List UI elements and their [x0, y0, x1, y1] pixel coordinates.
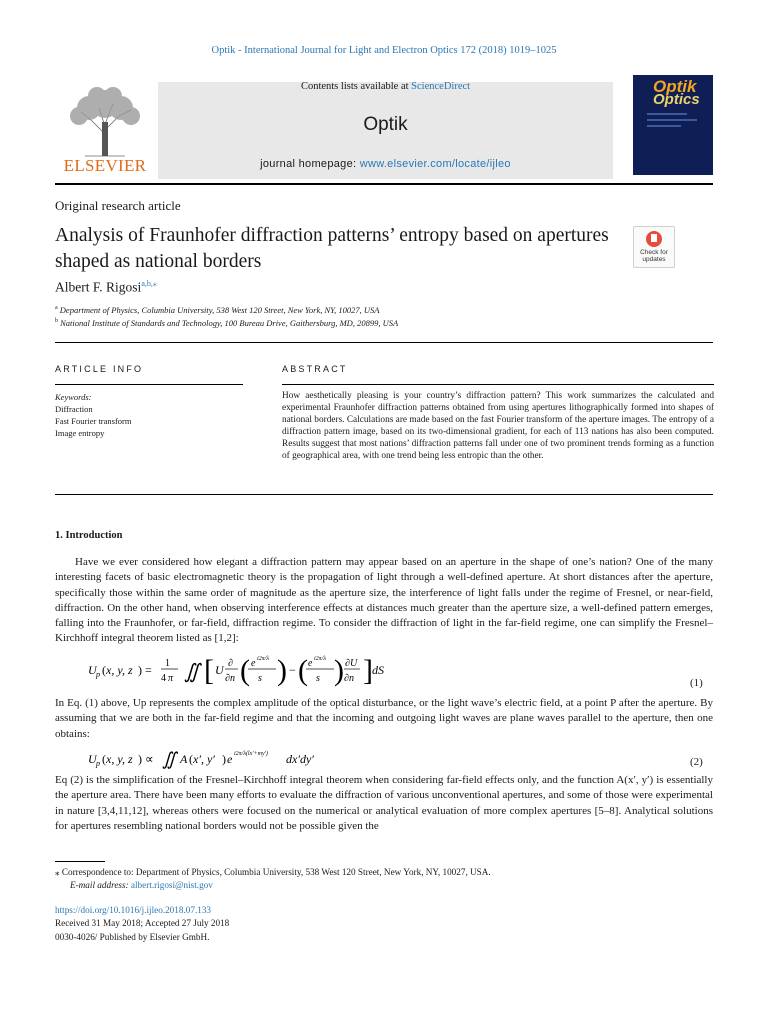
- keywords-label: Keywords:: [55, 392, 92, 402]
- affiliation-a: [55, 305, 379, 315]
- svg-text:∂U: ∂U: [345, 658, 358, 669]
- abstract-heading: ABSTRACT: [282, 364, 348, 374]
- affiliation-text: National Institute of Standards and Technology, 100 Bureau Drive, Gaithersburg, MD, 20899, USA: [60, 318, 399, 328]
- svg-text:(: (: [298, 654, 308, 687]
- homepage-link[interactable]: www.elsevier.com/locate/ijleo: [359, 158, 511, 170]
- svg-text:4: 4: [161, 673, 166, 684]
- received-dates: Received 31 May 2018; Accepted 27 July 2018: [55, 918, 230, 929]
- svg-text:(: (: [189, 752, 193, 766]
- affiliation-mark: a: [55, 305, 58, 312]
- author-name: Albert F. Rigosi: [55, 279, 142, 295]
- svg-text:∂: ∂: [228, 658, 233, 669]
- article-type: Original research article: [55, 198, 181, 213]
- svg-text:) =: ) =: [138, 663, 152, 677]
- journal-name: Optik: [363, 114, 408, 135]
- svg-text:π: π: [168, 673, 174, 684]
- email-label: E-mail address:: [70, 880, 129, 890]
- keyword-item: Diffraction: [55, 404, 93, 414]
- contents-line: [158, 81, 613, 92]
- publication-info: [55, 904, 229, 944]
- svg-text:p: p: [96, 759, 100, 768]
- svg-text:x, y, z: x, y, z: [106, 752, 133, 766]
- svg-text:i2π/λ(lx′+my′): i2π/λ(lx′+my′): [234, 751, 268, 757]
- svg-text:s: s: [316, 673, 320, 684]
- equation-1: [88, 650, 388, 690]
- affiliation-mark: b: [55, 318, 58, 325]
- svg-text:∂n: ∂n: [344, 673, 354, 684]
- svg-text:e: e: [251, 658, 256, 669]
- keyword-item: Fast Fourier transform: [55, 416, 132, 426]
- intro-paragraph-2: In Eq. (1) above, Up represents the complex amplitude of the optical disturbance, or the light wave’s electric field, at a point P after the aperture. By assuming that we are both in the far-field regime and that the incoming and outgoing light waves are plane waves parallel to the aperture, then one obtains:: [55, 697, 713, 740]
- intro-paragraph-3: Eq (2) is the simplification of the Fresnel–Kirchhoff integral theorem when considering far-field effects only, and the function A(x′, y′) is essentially the aperture area. There have been many efforts to evaluate the diffraction of various unconventional apertures, and some of those were experimental in nature [3,4,11,12], whereas others were focused on the numerical or analytical evaluation of more complex apertures [5–8]. Analytical solutions for apertures resembling national borders would not be possible given the: [55, 774, 713, 832]
- journal-homepage: [158, 158, 613, 170]
- svg-text:p: p: [96, 670, 100, 679]
- svg-text:]: ]: [363, 654, 373, 687]
- author-affiliation-marks[interactable]: a,b,⁎: [141, 279, 157, 288]
- author-line: [55, 279, 157, 296]
- svg-text:): ): [277, 654, 287, 687]
- svg-text:U: U: [88, 752, 97, 766]
- email-line: [70, 879, 213, 892]
- svg-text:∬: ∬: [162, 749, 177, 769]
- check-for-updates-label: Check for updates: [640, 249, 668, 263]
- cover-title-optics: Optics: [653, 91, 700, 108]
- sciencedirect-link[interactable]: ScienceDirect: [411, 81, 471, 92]
- abstract-text: How aesthetically pleasing is your country’s diffraction pattern? This work summarizes the calculated and experimental Fraunhofer diffraction patterns obtained from using apertures lithographically formed into shapes of national borders. Calculations are made based on the fast Fourier transform of the aperture images. The entropy of a diffraction pattern image, based on its two-dimensional gradient, for each of 113 nations has also been computed. Results suggest that most nations’ diffraction patterns fall under one of two prominent trends forming as a function of geographical area, with one trend being less entropic than the other.: [282, 391, 714, 462]
- svg-text:dS: dS: [372, 663, 384, 677]
- svg-text:e: e: [227, 752, 233, 766]
- equation-2-number: (2): [690, 756, 703, 768]
- contents-prefix: Contents lists available at: [300, 81, 412, 92]
- svg-text:dx′dy′: dx′dy′: [286, 752, 314, 766]
- issn-line: 0030-4026/ Published by Elsevier GmbH.: [55, 931, 210, 942]
- intro-paragraph-1: Have we ever considered how elegant a diffraction pattern may appear based on an aperture in the shape of one’s nation? One of the many interesting facets of basic electromagnetic theory is the propagation of light through a well-defined aperture. At short distances after the aperture, specifically those within the same order of magnitude as the aperture size, the interference of light falls under the regime of Fresnel, or near-field, diffraction. On the other hand, when observing interference effects at distances much greater than the aperture size, a well-defined pattern emerges, falling into the Fraunhofer, or far-field, diffraction regime. To consider the diffraction of light in the far-field regime, one can simplify the Fresnel–Kirchhoff integral theorem listed as [1,2]:: [55, 556, 713, 645]
- article-info-heading: ARTICLE INFO: [55, 364, 144, 374]
- svg-text:(: (: [102, 752, 106, 766]
- keyword-item: Image entropy: [55, 428, 105, 438]
- equation-1-number: (1): [690, 677, 703, 689]
- journal-cover-image: [633, 75, 713, 175]
- svg-text:i2π/λ: i2π/λ: [314, 656, 326, 662]
- svg-text:) ∝: ) ∝: [138, 752, 154, 766]
- svg-text:(: (: [102, 663, 106, 677]
- section-heading: 1. Introduction: [55, 530, 123, 541]
- svg-text:): ): [334, 654, 344, 687]
- svg-text:i2π/λ: i2π/λ: [257, 656, 269, 662]
- doi-link[interactable]: https://doi.org/10.1016/j.ijleo.2018.07.133: [55, 905, 212, 915]
- article-info-rule: [55, 384, 243, 385]
- svg-text:U: U: [215, 663, 224, 677]
- affiliation-text: Department of Physics, Columbia University, 538 West 120 Street, New York, NY, 10027, USA: [59, 305, 380, 315]
- homepage-prefix: journal homepage:: [260, 158, 360, 170]
- svg-text:1: 1: [165, 658, 170, 669]
- svg-text:∬: ∬: [184, 661, 200, 683]
- info-top-rule: [55, 342, 713, 343]
- svg-text:A: A: [180, 752, 188, 766]
- journal-citation[interactable]: Optik - International Journal for Light and Electron Optics 172 (2018) 1019–1025: [211, 45, 557, 56]
- check-for-updates-button[interactable]: [633, 226, 675, 268]
- article-title: Analysis of Fraunhofer diffraction patterns’ entropy based on apertures shaped as national borders: [55, 225, 609, 272]
- svg-text:∂n: ∂n: [225, 673, 235, 684]
- correspondence-footnote: ⁎ Correspondence to: Department of Physics, Columbia University, 538 West 120 Street, New York, NY, 10027, USA.: [55, 867, 491, 877]
- cover-title-optik: Optik: [653, 77, 697, 96]
- abstract-bottom-rule: [55, 494, 713, 495]
- footnote-rule: [55, 861, 105, 862]
- svg-text:(: (: [240, 654, 250, 687]
- equation-2: [88, 745, 348, 771]
- svg-text:s: s: [258, 673, 262, 684]
- elsevier-wordmark: ELSEVIER: [63, 156, 147, 175]
- abstract-rule: [282, 384, 714, 385]
- svg-text:U: U: [88, 663, 97, 677]
- svg-text:e: e: [308, 658, 313, 669]
- header-rule: [55, 183, 713, 185]
- svg-text:): ): [222, 752, 226, 766]
- email-link[interactable]: albert.rigosi@nist.gov: [130, 880, 213, 890]
- svg-text:x, y, z: x, y, z: [106, 663, 133, 677]
- svg-text:−: −: [289, 663, 296, 677]
- affiliation-b: [55, 318, 398, 328]
- bookmark-icon: [646, 231, 662, 247]
- svg-text:x′, y′: x′, y′: [193, 752, 215, 766]
- svg-text:[: [: [204, 654, 214, 687]
